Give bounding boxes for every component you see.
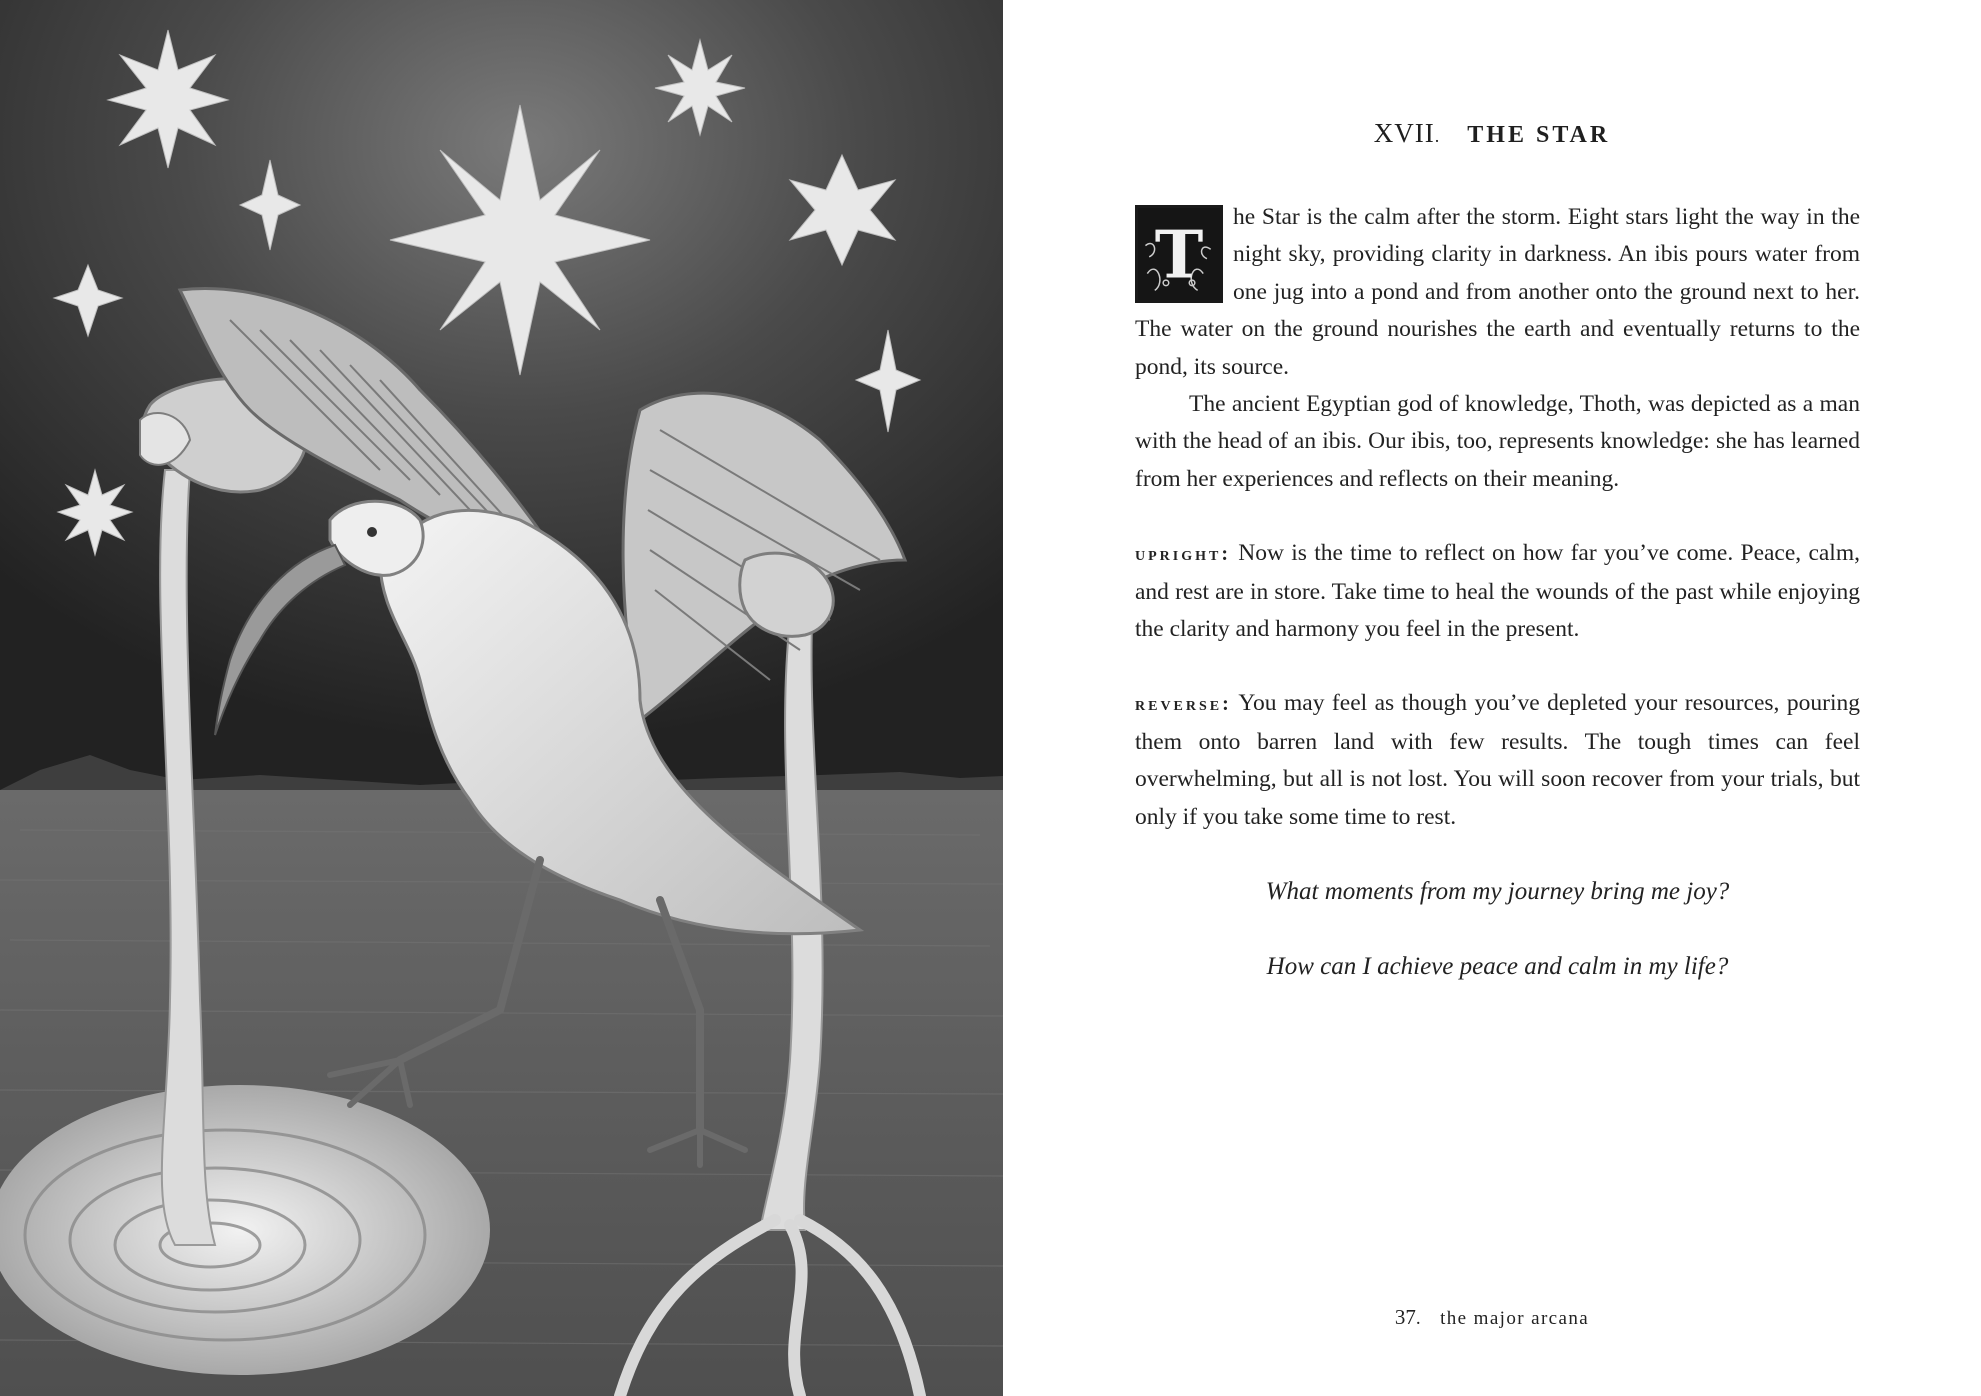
journal-prompt-2: How can I achieve peace and calm in my life? xyxy=(1266,952,1729,980)
intro-paragraph-1-text: he Star is the calm after the storm. Eight stars light the way in the night sky, providing clarity in darkness. An ibis pours water from one jug into a pond and from another onto the ground next to her. The water on the ground nourishes the earth and eventually returns to the pond, its source. xyxy=(1135,204,1860,380)
chapter-title: THE STAR xyxy=(1467,122,1611,148)
intro-paragraph-1 xyxy=(1135,199,1860,386)
dropcap-letter-icon xyxy=(1135,205,1223,303)
card-description xyxy=(1135,199,1860,985)
pond-image xyxy=(0,1085,490,1375)
reverse-text: You may feel as though you’ve depleted your resources, pouring them onto barren land with few results. The tough times can feel overwhelming, but all is not lost. You will soon recover from your trials, but only if you take some time to rest. xyxy=(1135,690,1860,830)
upright-meaning xyxy=(1135,535,1860,648)
page-number-dot: . xyxy=(1415,1308,1423,1329)
upright-label: upright: xyxy=(1135,543,1231,566)
reverse-label: reverse: xyxy=(1135,693,1232,716)
section-name: the major arcana xyxy=(1440,1308,1590,1329)
chapter-heading xyxy=(1003,118,1981,149)
chapter-numeral-dot: . xyxy=(1434,126,1442,146)
reverse-meaning xyxy=(1135,685,1860,836)
text-page xyxy=(1003,0,1981,1396)
upright-text: Now is the time to reflect on how far you’ve come. Peace, calm, and rest are in store. Take time to heal the wounds of the past while enjoying the clarity and harmony you feel in the present. xyxy=(1135,540,1860,643)
chapter-numeral: XVII xyxy=(1373,118,1435,148)
journal-prompt-1: What moments from my journey bring me joy? xyxy=(1265,878,1730,906)
page-footer xyxy=(1003,1305,1981,1330)
page-number: 37 xyxy=(1394,1305,1416,1329)
intro-paragraph-2: The ancient Egyptian god of knowledge, Thoth, was depicted as a man with the head of an ibis. Our ibis, too, represents knowledge: she has learned from her experiences and reflects on their meaning. xyxy=(1135,391,1860,492)
svg-text:T: T xyxy=(1154,217,1204,294)
